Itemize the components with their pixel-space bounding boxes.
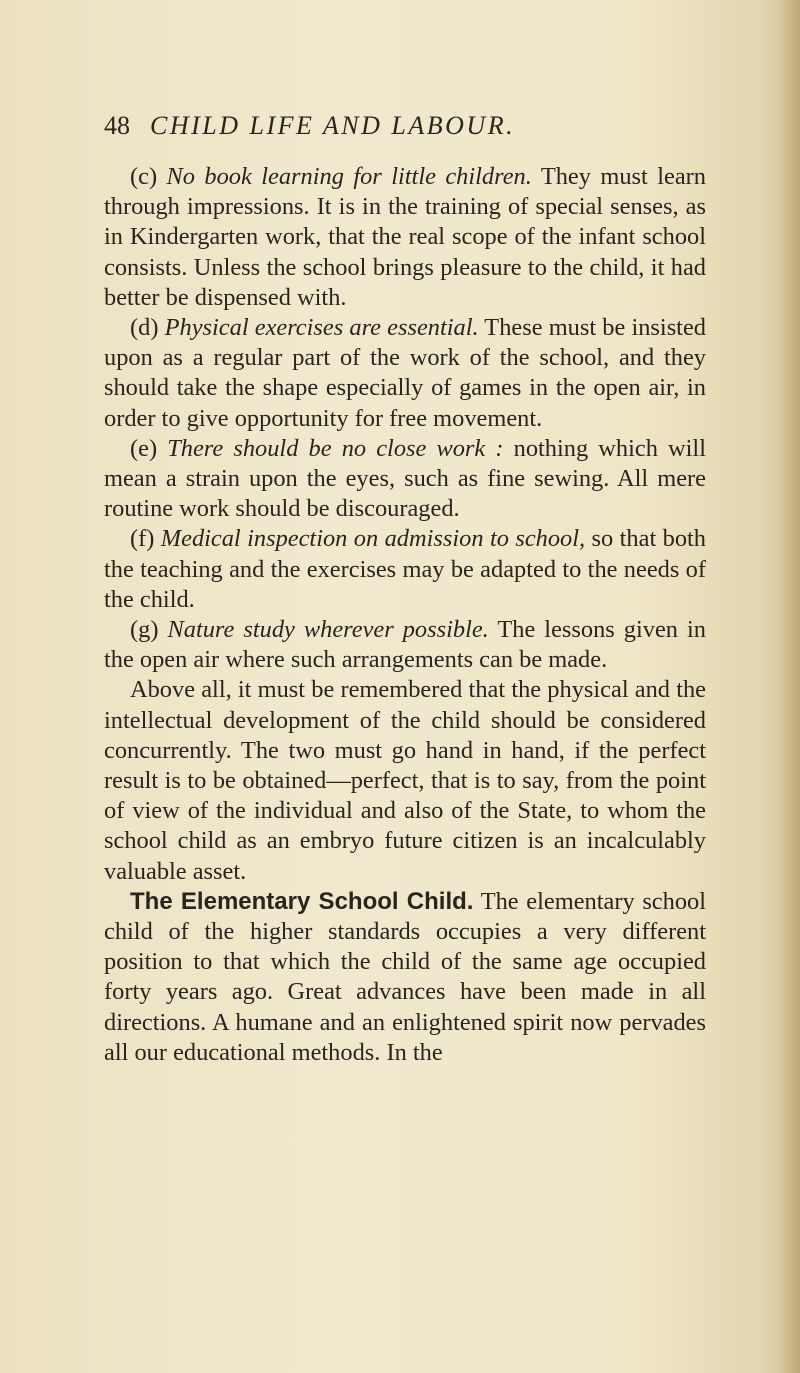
paragraph-elementary-school: [104, 887, 706, 1068]
paragraph-f: [104, 524, 706, 615]
page-number: 48: [104, 111, 130, 140]
paragraph-text: nothing which will mean a strain upon the eyes, such as fine sewing. All mere routine work should be discouraged.: [104, 434, 706, 523]
paragraph-text: Above all, it must be remembered that the physical and the intellectual development of the child should be considered concurrently. The two must go hand in hand, if the perfect result is to be obtained—perfect, that is to say, from the point of view of the individual and also of the State, to whom the school child as an embryo future citizen is an incalculably valuable asset.: [104, 676, 706, 885]
item-marker: (f): [130, 525, 155, 553]
page-body: [104, 162, 706, 1068]
item-marker: (c): [130, 163, 158, 190]
page-header: [0, 106, 800, 146]
paragraph-c: [104, 162, 706, 313]
item-heading: Medical inspection on admission to school,: [160, 525, 586, 553]
item-marker: (e): [130, 434, 158, 462]
item-marker: (d): [130, 314, 159, 342]
item-heading: There should be no close work :: [167, 434, 504, 462]
paragraph-text: They must learn through impressions. It is in the training of special senses, as in Kindergarten work, that the real scope of the infant school consists. Unless the school brings pleasure to the child, it had better be dispensed with.: [104, 163, 706, 311]
paragraph-above-all: [104, 675, 706, 886]
item-heading: Nature study wherever possible.: [167, 616, 489, 644]
paragraph-text: These must be insisted upon as a regular part of the work of the school, and they should take the shape especially of games in the open air, in order to give opportunity for free movement.: [104, 314, 706, 432]
paragraph-text: so that both the teaching and the exercises may be adapted to the needs of the child.: [104, 525, 706, 613]
item-marker: (g): [130, 616, 159, 644]
paragraph-e: [104, 434, 706, 525]
paragraph-text: The lessons given in the open air where such arrangements can be made.: [104, 616, 706, 674]
item-heading: Physical exercises are essential.: [164, 314, 479, 342]
running-title: CHILD LIFE AND LABOUR.: [150, 111, 516, 140]
paragraph-g: [104, 615, 706, 675]
paragraph-d: [104, 313, 706, 434]
page-edge-shadow: [780, 0, 800, 1373]
paragraph-text: The elementary school child of the higher standards occupies a very different position to that which the child of the same age occupied forty years ago. Great advances have been made in all directions. A humane and an enlightened spirit now pervades all our educational methods. In the: [104, 887, 706, 1066]
section-heading: The Elementary School Child.: [130, 887, 474, 915]
item-heading: No book learning for little children.: [166, 163, 532, 190]
